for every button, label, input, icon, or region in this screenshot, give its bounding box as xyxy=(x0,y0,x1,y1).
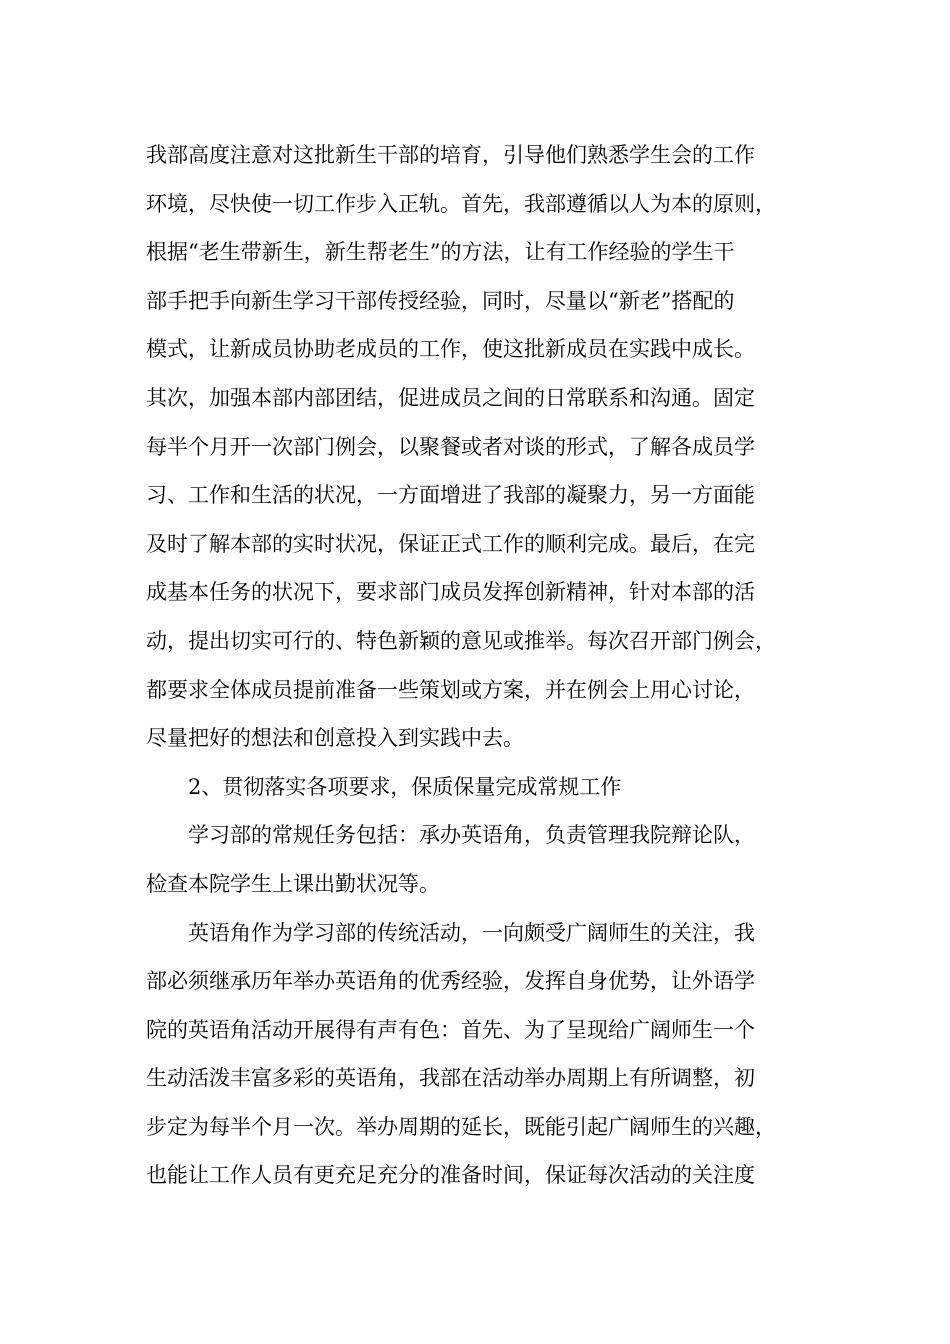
body-line: 步定为每半个月一次。举办周期的延长，既能引起广阔师生的兴趣， xyxy=(146,1114,776,1139)
document-body xyxy=(146,131,826,1200)
body-line: 及时了解本部的实时状况，保证正式工作的顺利完成。最后，在完 xyxy=(146,531,755,556)
body-line: 院的英语角活动开展得有声有色：首先、为了呈现给广阔师生一个 xyxy=(146,1017,755,1042)
body-line: 其次，加强本部内部团结，促进成员之间的日常联系和沟通。固定 xyxy=(146,385,755,410)
body-line: 动，提出切实可行的、特色新颖的意见或推举。每次召开部门例会， xyxy=(146,628,776,653)
body-line: 根据“老生带新生，新生帮老生”的方法，让有工作经验的学生干 xyxy=(146,240,735,265)
body-line: 成基本任务的状况下，要求部门成员发挥创新精神，针对本部的活 xyxy=(146,580,755,605)
body-line: 都要求全体成员提前准备一些策划或方案，并在例会上用心讨论， xyxy=(146,677,755,702)
body-line: 模式，让新成员协助老成员的工作，使这批新成员在实践中成长。 xyxy=(146,337,755,362)
body-line: 也能让工作人员有更充足充分的准备时间，保证每次活动的关注度 xyxy=(146,1163,755,1188)
section-heading: 2、贯彻落实各项要求，保质保量完成常规工作 xyxy=(188,774,622,799)
body-line: 检查本院学生上课出勤状况等。 xyxy=(146,871,440,896)
body-line: 生动活泼丰富多彩的英语角，我部在活动举办周期上有所调整，初 xyxy=(146,1066,755,1091)
body-line: 习、工作和生活的状况，一方面增进了我部的凝聚力，另一方面能 xyxy=(146,483,755,508)
body-line: 我部高度注意对这批新生干部的培育，引导他们熟悉学生会的工作 xyxy=(146,143,755,167)
body-line: 每半个月开一次部门例会，以聚餐或者对谈的形式，了解各成员学 xyxy=(146,434,755,459)
body-line: 部手把手向新生学习干部传授经验，同时，尽量以“新老”搭配的 xyxy=(146,288,735,313)
body-line: 部必须继承历年举办英语角的优秀经验，发挥自身优势，让外语学 xyxy=(146,969,755,994)
paragraph-start: 英语角作为学习部的传统活动，一向颇受广阔师生的关注，我 xyxy=(188,920,755,945)
body-line: 环境，尽快使一切工作步入正轨。首先，我部遵循以人为本的原则， xyxy=(146,191,776,216)
paragraph-start: 学习部的常规任务包括：承办英语角，负责管理我院辩论队， xyxy=(188,823,755,848)
body-line: 尽量把好的想法和创意投入到实践中去。 xyxy=(146,726,524,751)
